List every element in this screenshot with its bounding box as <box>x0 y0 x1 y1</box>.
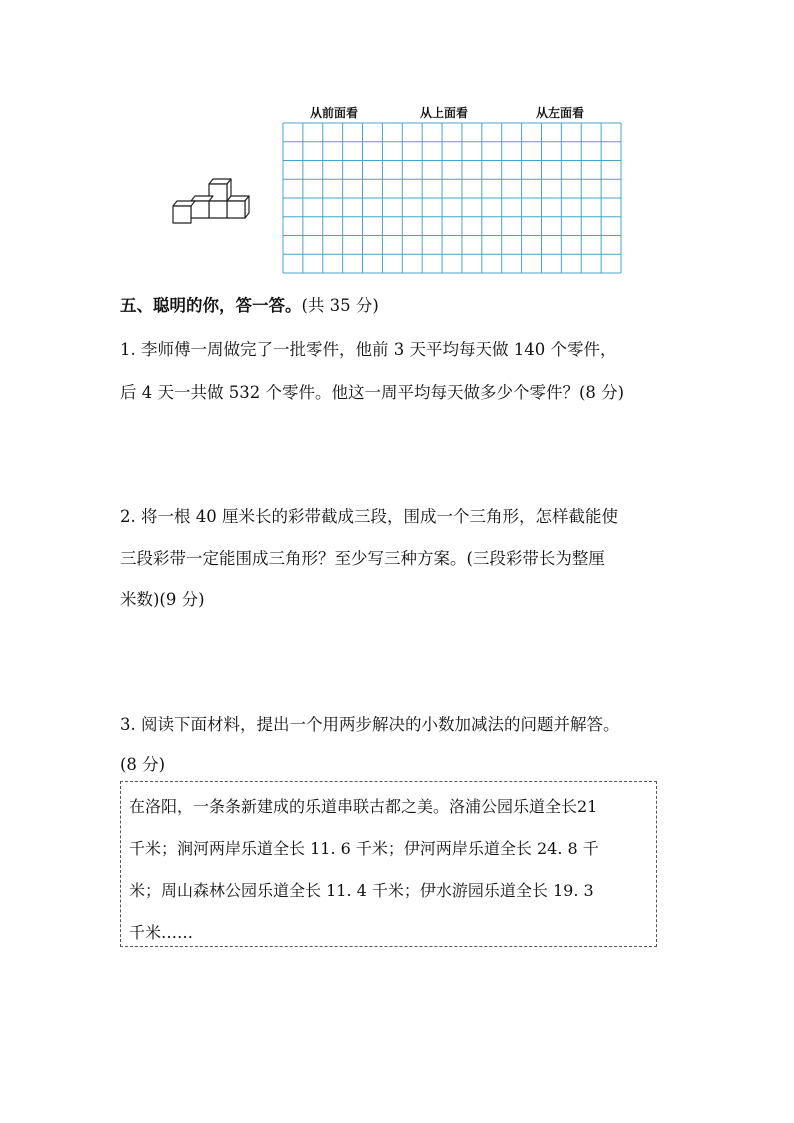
material-line-3: 米；周山森林公园乐道全长 11. 4 千米；伊水游园乐道全长 19. 3 <box>129 881 594 900</box>
question-1-line-2: 后 4 天一共做 532 个零件。他这一周平均每天做多少个零件？(8 分) <box>120 383 625 402</box>
cube-figure <box>168 174 254 226</box>
question-2-line-2: 三段彩带一定能围成三角形？至少写三种方案。(三段彩带长为整厘 <box>120 549 605 568</box>
section-title-text: 五、聪明的你，答一答。 <box>120 296 302 315</box>
drawing-grid[interactable] <box>282 122 622 274</box>
question-3-line-2: (8 分) <box>120 755 166 774</box>
view-label-left: 从左面看 <box>536 106 585 120</box>
question-3-line-1: 3. 阅读下面材料，提出一个用两步解决的小数加减法的问题并解答。 <box>120 715 620 734</box>
section-title <box>120 292 379 316</box>
section-points: (共 35 分) <box>301 296 379 315</box>
question-1-line-1: 1. 李师傅一周做完了一批零件，他前 3 天平均每天做 140 个零件， <box>120 340 617 359</box>
material-line-4: 千米…… <box>129 923 194 942</box>
question-2-line-3: 米数)(9 分) <box>120 590 205 609</box>
view-label-front: 从前面看 <box>310 106 359 120</box>
question-2-line-1: 2. 将一根 40 厘米长的彩带截成三段，围成一个三角形，怎样截能使 <box>120 507 618 526</box>
view-label-top: 从上面看 <box>420 106 469 120</box>
reading-material-box <box>120 781 657 947</box>
material-line-1: 在洛阳，一条条新建成的乐道串联古都之美。洛浦公园乐道全长21 <box>129 797 598 816</box>
material-line-2: 千米；涧河两岸乐道全长 11. 6 千米；伊河两岸乐道全长 24. 8 千 <box>129 839 599 858</box>
